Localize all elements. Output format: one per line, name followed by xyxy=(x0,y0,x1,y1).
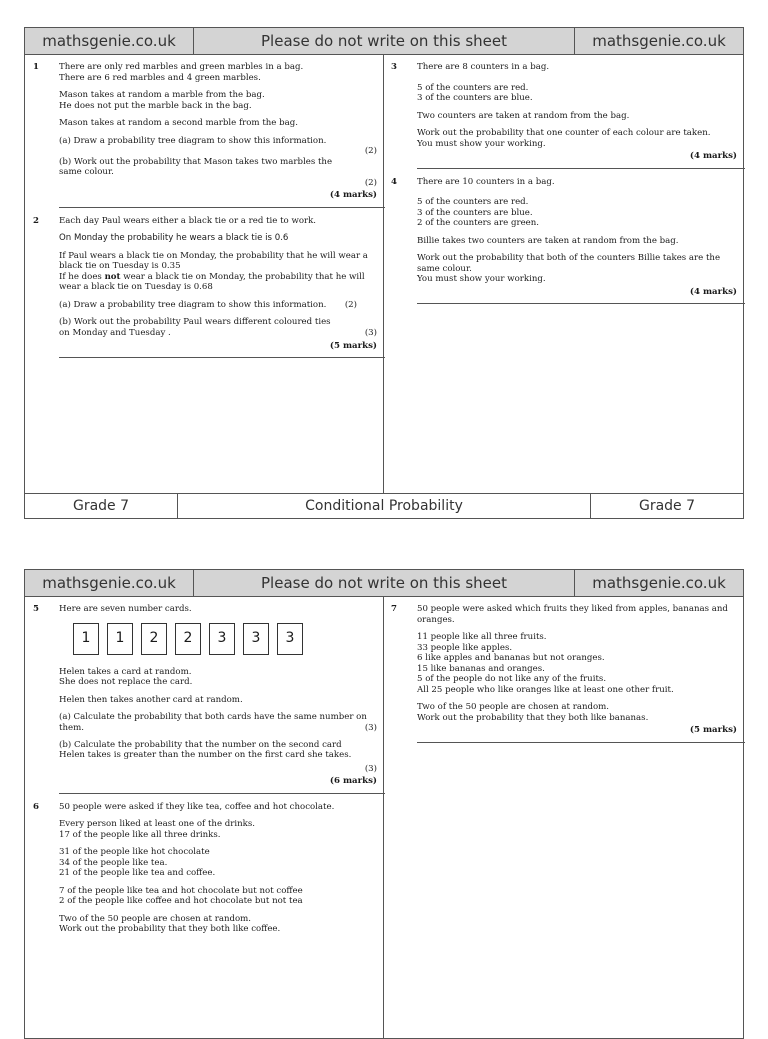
question-3 xyxy=(391,62,737,169)
question-text: Work out the probability that both of the counters Billie takes are the same colour. xyxy=(417,253,721,274)
number-card: 1 xyxy=(107,623,133,655)
footer-grade-left: Grade 7 xyxy=(25,494,178,518)
part-a-text: (a) Calculate the probability that both cards have the same number on them. xyxy=(59,712,367,733)
part-a-marks: (2) xyxy=(344,299,357,310)
header-notice: Please do not write on this sheet xyxy=(261,32,507,50)
header-site-right: mathsgenie.co.uk xyxy=(574,570,743,596)
question-1 xyxy=(33,62,377,208)
question-text: 17 of the people like all three drinks. xyxy=(59,829,221,840)
question-text: If he does xyxy=(59,271,105,282)
question-text: wear a black tie on Monday, the probability that he will wear a black tie on Tuesday is 0.68 xyxy=(59,271,365,292)
header-site-left: mathsgenie.co.uk xyxy=(25,28,194,54)
part-b-text: (b) Work out the probability that Mason takes two marbles the same colour. xyxy=(59,156,333,177)
question-text: 5 of the counters are red. xyxy=(417,197,529,207)
question-text: 6 like apples and bananas but not oranges. xyxy=(417,653,605,663)
question-4 xyxy=(391,177,737,305)
question-text: There are 10 counters in a bag. xyxy=(417,176,555,187)
question-text: 2 of the counters are green. xyxy=(417,218,540,228)
number-card: 3 xyxy=(209,623,235,655)
question-text: Work out the probability that they both like bananas. xyxy=(417,712,649,723)
left-column xyxy=(33,62,377,366)
header-site-right: mathsgenie.co.uk xyxy=(574,28,743,54)
left-column xyxy=(33,604,377,942)
total-marks: (5 marks) xyxy=(689,725,737,735)
question-separator xyxy=(59,207,385,208)
total-marks: (4 marks) xyxy=(329,190,377,200)
total-marks: (6 marks) xyxy=(329,776,377,786)
part-b-marks: (3) xyxy=(364,328,377,338)
question-text: Two counters are taken at random from the bag. xyxy=(417,110,630,121)
question-text: 3 of the counters are blue. xyxy=(417,93,533,103)
part-b-marks: (2) xyxy=(364,177,377,188)
question-text: Two of the 50 people are chosen at random. xyxy=(417,702,610,712)
header-site-left: mathsgenie.co.uk xyxy=(25,570,194,596)
question-text: Helen takes a card at random. xyxy=(59,666,192,677)
question-text: There are only red marbles and green marbles in a bag. xyxy=(59,62,304,72)
question-text: 2 of the people like coffee and hot chocolate but not tea xyxy=(59,896,303,906)
question-text: 31 of the people like hot chocolate xyxy=(59,847,210,857)
question-text: 34 of the people like tea. xyxy=(59,857,168,868)
number-card: 3 xyxy=(243,623,269,655)
question-text: If Paul wears a black tie on Monday, the probability that he will wear a black tie on Tuesday is 0.35 xyxy=(59,250,368,271)
worksheet-header xyxy=(25,570,743,597)
part-a-text: (a) Draw a probability tree diagram to show this information. xyxy=(59,135,327,146)
part-a-marks: (2) xyxy=(364,146,377,156)
question-text: Mason takes at random a second marble from the bag. xyxy=(59,118,298,128)
part-b-text: (b) Work out the probability Paul wears different coloured ties on Monday and Tuesday . xyxy=(59,317,331,338)
question-number: 2 xyxy=(33,215,39,226)
question-number: 6 xyxy=(33,801,39,812)
part-b-text: (b) Calculate the probability that the number on the second card Helen takes is greater than the number on the first card she takes. xyxy=(59,739,352,760)
header-notice: Please do not write on this sheet xyxy=(261,574,507,592)
footer-topic: Conditional Probability xyxy=(305,498,463,514)
number-card: 1 xyxy=(73,623,99,655)
question-text: You must show your working. xyxy=(417,138,546,149)
question-text: Here are seven number cards. xyxy=(59,604,192,614)
part-b-marks: (3) xyxy=(364,763,377,774)
number-card: 3 xyxy=(277,623,303,655)
worksheet-footer xyxy=(25,493,743,518)
question-7 xyxy=(391,604,737,743)
question-text: Two of the 50 people are chosen at random. xyxy=(59,913,252,924)
part-a-marks: (3) xyxy=(364,723,377,733)
question-text: She does not replace the card. xyxy=(59,677,193,687)
question-number: 5 xyxy=(33,604,39,614)
number-card: 2 xyxy=(141,623,167,655)
question-text: Work out the probability that one counter of each colour are taken. xyxy=(417,128,711,138)
question-text: 5 of the counters are red. xyxy=(417,82,529,93)
question-text: There are 6 red marbles and 4 green marbles. xyxy=(59,72,261,83)
question-text: Work out the probability that they both like coffee. xyxy=(59,924,281,934)
question-text: Every person liked at least one of the drinks. xyxy=(59,819,255,829)
emphasis-text: not xyxy=(104,271,121,282)
total-marks: (4 marks) xyxy=(689,286,737,297)
question-separator xyxy=(59,357,385,358)
question-number: 1 xyxy=(33,62,39,72)
question-text: 50 people were asked which fruits they liked from apples, bananas and oranges. xyxy=(417,604,728,625)
question-text: 50 people were asked if they like tea, coffee and hot chocolate. xyxy=(59,801,335,812)
question-5 xyxy=(33,604,377,794)
question-2 xyxy=(33,216,377,359)
question-text: He does not put the marble back in the bag. xyxy=(59,100,252,111)
part-a-text: (a) Draw a probability tree diagram to show this information. xyxy=(59,299,327,310)
question-text: 5 of the people do not like any of the fruits. xyxy=(417,674,607,684)
question-text: On Monday the probability he wears a black tie is 0.6 xyxy=(59,233,289,243)
question-text: Each day Paul wears either a black tie or a red tie to work. xyxy=(59,215,317,226)
question-6 xyxy=(33,802,377,935)
total-marks: (4 marks) xyxy=(689,151,737,161)
question-number: 3 xyxy=(391,62,397,72)
question-text: All 25 people who like oranges like at least one other fruit. xyxy=(417,684,674,695)
question-text: 7 of the people like tea and hot chocolate but not coffee xyxy=(59,885,303,896)
total-marks: (5 marks) xyxy=(329,340,377,351)
question-text: Billie takes two counters are taken at random from the bag. xyxy=(417,235,679,246)
question-separator xyxy=(59,793,385,794)
question-separator xyxy=(417,742,745,743)
question-text: 11 people like all three fruits. xyxy=(417,632,547,642)
question-separator xyxy=(417,303,745,304)
question-text: 21 of the people like tea and coffee. xyxy=(59,868,216,878)
column-divider xyxy=(383,596,384,1038)
footer-grade-right: Grade 7 xyxy=(590,494,743,518)
worksheet-1 xyxy=(24,27,744,519)
question-number: 4 xyxy=(391,176,397,187)
question-separator xyxy=(417,168,745,169)
number-card: 2 xyxy=(175,623,201,655)
question-text: 33 people like apples. xyxy=(417,642,513,653)
question-text: 15 like bananas and oranges. xyxy=(417,663,545,674)
right-column xyxy=(391,604,737,751)
question-text: Mason takes at random a marble from the bag. xyxy=(59,90,265,100)
question-text: You must show your working. xyxy=(417,274,546,284)
question-text: 3 of the counters are blue. xyxy=(417,207,533,218)
number-cards xyxy=(73,623,377,655)
question-text: Helen then takes another card at random. xyxy=(59,694,243,705)
question-number: 7 xyxy=(391,604,397,614)
question-text: There are 8 counters in a bag. xyxy=(417,62,550,72)
worksheet-header xyxy=(25,28,743,55)
right-column xyxy=(391,62,737,312)
column-divider xyxy=(383,54,384,494)
worksheet-2 xyxy=(24,569,744,1039)
